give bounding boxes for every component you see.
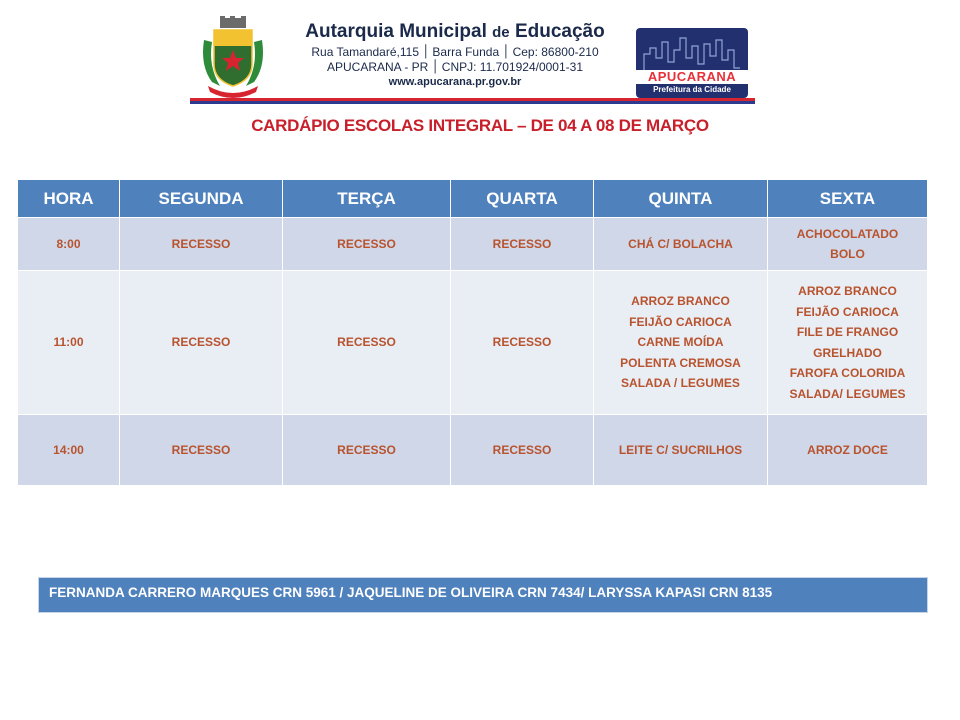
menu-cell-terca: RECESSO	[283, 415, 451, 486]
menu-table	[17, 179, 928, 486]
menu-item: SALADA/ LEGUMES	[789, 386, 906, 401]
page-title: CARDÁPIO ESCOLAS INTEGRAL – DE 04 A 08 DE MARÇO	[251, 116, 709, 135]
letterhead	[190, 14, 755, 104]
column-header-terca: TERÇA	[283, 180, 451, 218]
institution-name-part2: Educação	[514, 21, 605, 42]
institution-name	[290, 20, 620, 45]
menu-cell-quarta: RECESSO	[451, 415, 594, 486]
time-cell: 14:00	[18, 415, 120, 486]
column-header-quarta: QUARTA	[451, 180, 594, 218]
menu-cell-quarta: RECESSO	[451, 271, 594, 415]
menu-cell-quarta: RECESSO	[451, 218, 594, 271]
menu-cell-sexta	[768, 218, 928, 271]
menu-item: FEIJÃO CARIOCA	[796, 304, 899, 319]
menu-cell-terca: RECESSO	[283, 218, 451, 271]
menu-item: FEIJÃO CARIOCA	[629, 314, 732, 329]
institution-name-de: de	[492, 24, 510, 41]
menu-cell-sexta	[768, 271, 928, 415]
website-link[interactable]: www.apucarana.pr.gov.br	[388, 76, 522, 88]
menu-cell-sexta	[768, 415, 928, 486]
address-line: Rua Tamandaré,115 ׀ Barra Funda ׀ Cep: 86800-210	[311, 45, 599, 59]
column-header-quinta: QUINTA	[594, 180, 768, 218]
city-coat-of-arms-icon	[198, 16, 268, 102]
column-header-sexta: SEXTA	[768, 180, 928, 218]
menu-item: SALADA / LEGUMES	[621, 376, 740, 391]
menu-cell-segunda: RECESSO	[120, 415, 283, 486]
table-header-row	[18, 180, 928, 218]
menu-item: GRELHADO	[813, 345, 882, 360]
menu-cell-terca: RECESSO	[283, 271, 451, 415]
table-row	[18, 415, 928, 486]
column-header-hora: HORA	[18, 180, 120, 218]
menu-item: FAROFA COLORIDA	[789, 366, 906, 380]
city-logo-name: APUCARANA	[636, 70, 748, 84]
menu-cell-quinta	[594, 218, 768, 271]
city-logo-subtitle: Prefeitura da Cidade	[653, 85, 731, 94]
table-row	[18, 218, 928, 271]
menu-cell-quinta	[594, 415, 768, 486]
time-cell: 11:00	[18, 271, 120, 415]
menu-item: CARNE MOÍDA	[637, 335, 724, 350]
menu-item: FILE DE FRANGO	[796, 325, 899, 339]
institution-name-part1: Autarquia Municipal	[305, 21, 487, 42]
menu-cell-quinta	[594, 271, 768, 415]
city-hall-logo	[636, 28, 748, 98]
city-cnpj-line: APUCARANA - PR ׀ CNPJ: 11.701924/0001-31	[326, 60, 583, 74]
menu-cell-segunda: RECESSO	[120, 271, 283, 415]
menu-item: ARROZ DOCE	[807, 442, 888, 457]
menu-item: ARROZ BRANCO	[631, 294, 730, 309]
table-row	[18, 271, 928, 415]
institution-info	[290, 20, 620, 90]
menu-item: LEITE C/ SUCRILHOS	[618, 442, 743, 457]
nutritionists-credits: FERNANDA CARRERO MARQUES CRN 5961 / JAQUELINE DE OLIVEIRA CRN 7434/ LARYSSA KAPASI CRN 8135	[38, 577, 928, 613]
menu-item: ARROZ BRANCO	[798, 284, 897, 298]
column-header-segunda: SEGUNDA	[120, 180, 283, 218]
menu-item: POLENTA CREMOSA	[620, 355, 741, 370]
menu-item: BOLO	[830, 247, 865, 261]
menu-item: CHÁ C/ BOLACHA	[628, 236, 733, 251]
menu-item: ACHOCOLATADO	[796, 226, 899, 241]
menu-cell-segunda: RECESSO	[120, 218, 283, 271]
header-divider	[190, 98, 755, 104]
time-cell: 8:00	[18, 218, 120, 271]
